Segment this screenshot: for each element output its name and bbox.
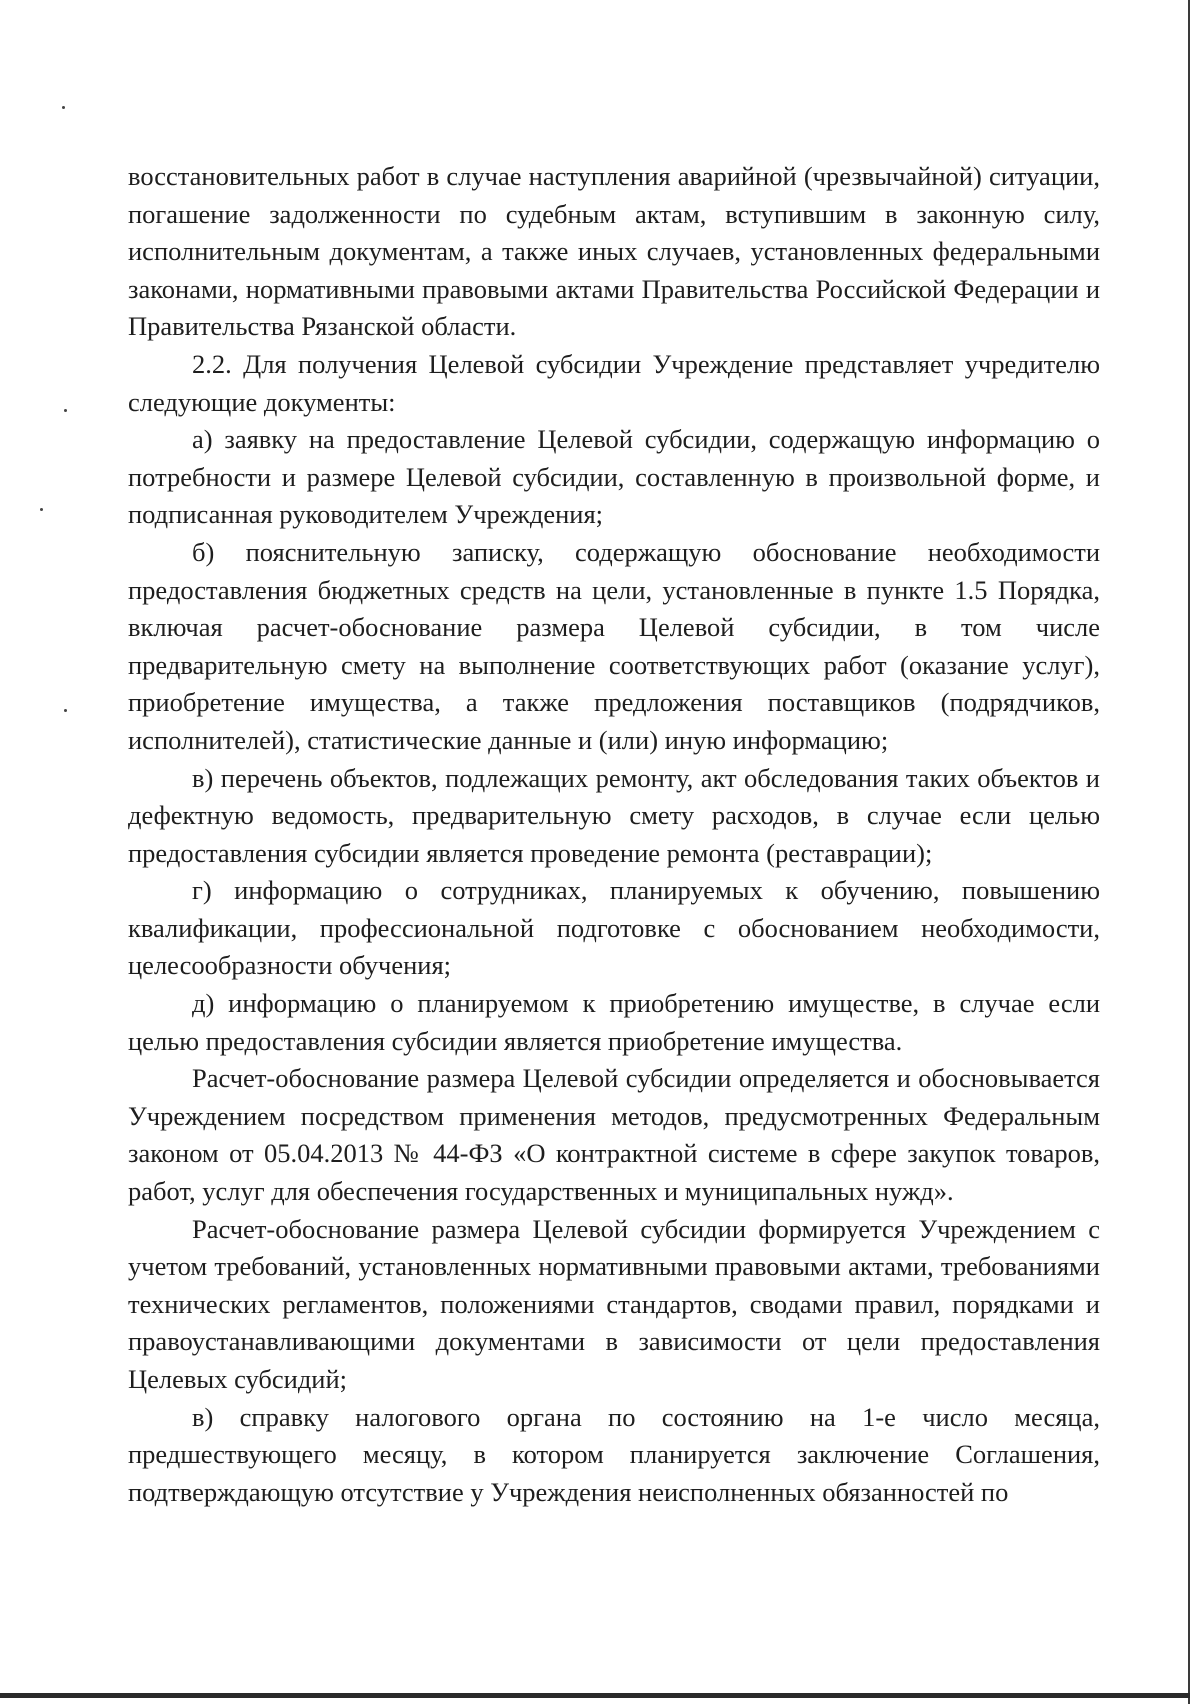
- paragraph-calculation-formation: Расчет-обоснование размера Целевой субсидии формируется Учреждением с учетом требований, установленных нормативными правовыми актами, требованиями технических регламентов, положениями стандартов, сводами правил, порядками и правоустанавливающими документами в зависимости от цели предоставления Целевых субсидий;: [128, 1213, 1100, 1394]
- list-item-d: д) информацию о планируемом к приобретению имуществе, в случае если целью предоставления субсидии является приобретение имущества.: [128, 988, 1100, 1056]
- list-item-g: г) информацию о сотрудниках, планируемых к обучению, повышению квалификации, профессиональной подготовке с обоснованием необходимости, целесообразности обучения;: [128, 875, 1100, 981]
- scan-right-edge: [1188, 0, 1190, 1704]
- scan-bottom-edge: [0, 1693, 1190, 1698]
- scan-speck: [64, 709, 67, 712]
- scan-speck: [40, 508, 43, 511]
- list-item-v: в) перечень объектов, подлежащих ремонту, акт обследования таких объектов и дефектную ведомость, предварительную смету расходов, в случае если целью предоставления субсидии является проведение ремонта (реставрации);: [128, 762, 1100, 868]
- document-body: [128, 158, 1100, 1511]
- list-item-a: а) заявку на предоставление Целевой субсидии, содержащую информацию о потребности и размере Целевой субсидии, составленную в произвольной форме, и подписанная руководителем Учреждения;: [128, 424, 1100, 530]
- list-item-v-tax-certificate: в) справку налогового органа по состоянию на 1-е число месяца, предшествующего месяцу, в котором планируется заключение Соглашения, подтверждающую отсутствие у Учреждения неисполненных обязанностей по: [128, 1401, 1100, 1507]
- scan-speck: [64, 409, 67, 412]
- scan-speck: [62, 106, 65, 109]
- paragraph-calculation-method: Расчет-обоснование размера Целевой субсидии определяется и обосновывается Учреждением посредством применения методов, предусмотренных Федеральным законом от 05.04.2013 № 44-ФЗ «О контрактной системе в сфере закупок товаров, работ, услуг для обеспечения государственных и муниципальных нужд».: [128, 1063, 1100, 1207]
- paragraph-section-2-2: 2.2. Для получения Целевой субсидии Учреждение представляет учредителю следующие документы:: [128, 348, 1100, 417]
- list-item-b: б) пояснительную записку, содержащую обоснование необходимости предоставления бюджетных средств на цели, установленные в пункте 1.5 Порядка, включая расчет-обоснование размера Целевой субсидии, в том числе предварительную смету на выполнение соответствующих работ (оказание услуг), приобретение имущества, а также предложения поставщиков (подрядчиков, исполнителей), статистические данные и (или) иную информацию;: [128, 536, 1100, 755]
- paragraph-continuation: восстановительных работ в случае наступления аварийной (чрезвычайной) ситуации, погашение задолженности по судебным актам, вступившим в законную силу, исполнительным документам, а также иных случаев, установленных федеральными законами, нормативными правовыми актами Правительства Российской Федерации и Правительства Рязанской области.: [128, 161, 1100, 342]
